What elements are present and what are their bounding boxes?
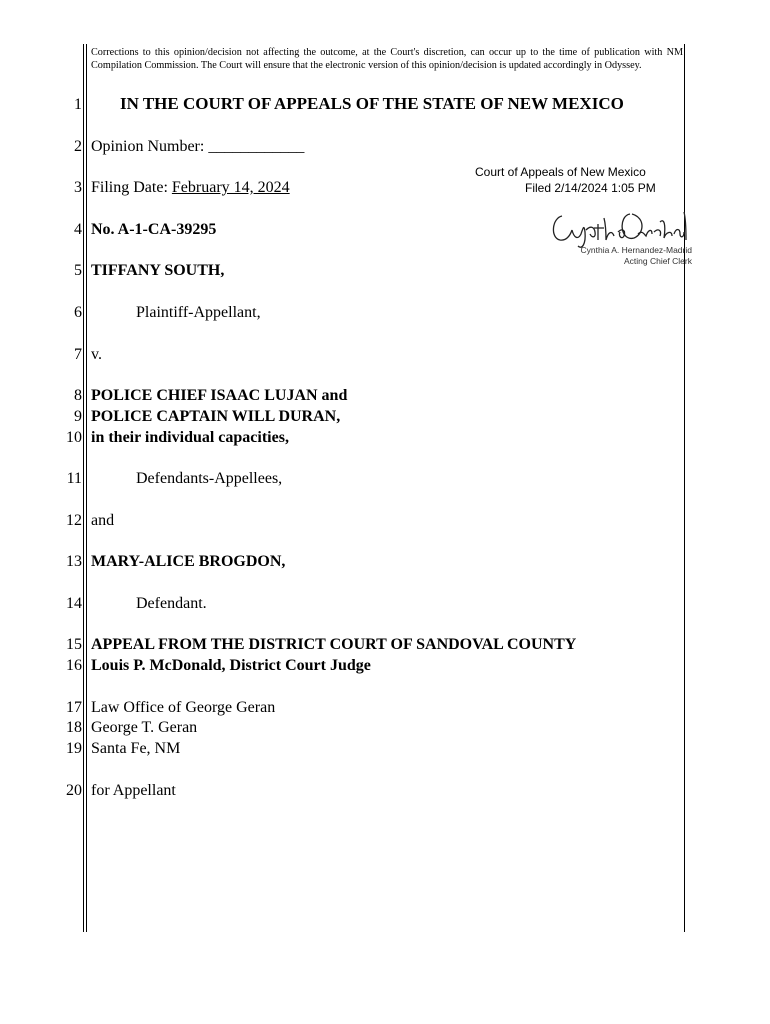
- line-number: 1: [74, 96, 82, 113]
- filing-stamp-date: Filed 2/14/2024 1:05 PM: [525, 181, 656, 195]
- counsel-line: George T. Geran: [91, 719, 198, 736]
- filing-date-line: [91, 178, 290, 198]
- opinion-number: Opinion Number: ____________: [91, 138, 305, 155]
- counsel-line: Law Office of George Geran: [91, 699, 276, 716]
- filing-date: February 14, 2024: [171, 179, 290, 196]
- defendant2-role: Defendant.: [136, 595, 207, 612]
- line-number: 6: [74, 304, 82, 321]
- defendant-line: POLICE CHIEF ISAAC LUJAN and: [91, 387, 348, 404]
- plaintiff-name: TIFFANY SOUTH,: [91, 262, 225, 279]
- defendant-line: in their individual capacities,: [91, 429, 289, 446]
- and-text: and: [91, 512, 115, 529]
- line-number: 12: [66, 512, 82, 529]
- line-number: 18: [66, 719, 82, 736]
- line-number: 13: [66, 553, 82, 570]
- defendants-role: Defendants-Appellees,: [136, 470, 283, 487]
- line-number: 11: [66, 470, 82, 487]
- defendant-line: POLICE CAPTAIN WILL DURAN,: [91, 408, 341, 425]
- judge: Louis P. McDonald, District Court Judge: [91, 657, 371, 674]
- left-margin-rule-1: [83, 44, 84, 932]
- corrections-notice: Corrections to this opinion/decision not affecting the outcome, at the Court's discretion, can occur up to the time of publication with NM Compilation Commission. The Court will ensure that the electronic version of this opinion/decision is updated accordingly in Odyssey.: [91, 47, 683, 71]
- line-number: 19: [66, 740, 82, 757]
- line-number: 2: [74, 138, 82, 155]
- line-number: 5: [74, 262, 82, 279]
- line-number: 16: [66, 657, 82, 674]
- plaintiff-role: Plaintiff-Appellant,: [136, 304, 261, 321]
- versus: v.: [91, 346, 102, 363]
- line-number: 14: [66, 595, 82, 612]
- clerk-name: Cynthia A. Hernandez-Madrid: [580, 245, 692, 255]
- line-number: 10: [66, 429, 82, 446]
- clerk-title: Acting Chief Clerk: [623, 256, 692, 266]
- line-number: 9: [74, 408, 82, 425]
- line-number: 4: [74, 221, 82, 238]
- case-number: No. A-1-CA-39295: [91, 221, 217, 238]
- defendant2-name: MARY-ALICE BROGDON,: [91, 553, 286, 570]
- line-number: 15: [66, 636, 82, 653]
- filing-date-label: Filing Date:: [91, 179, 172, 196]
- line-number: 20: [66, 782, 82, 799]
- for-appellant: for Appellant: [91, 782, 176, 799]
- right-margin-rule: [684, 44, 685, 932]
- filing-stamp-court: Court of Appeals of New Mexico: [475, 165, 646, 179]
- line-number: 8: [74, 387, 82, 404]
- counsel-line: Santa Fe, NM: [91, 740, 181, 757]
- left-margin-rule-2: [86, 44, 87, 932]
- appeal-from: APPEAL FROM THE DISTRICT COURT OF SANDOVAL COUNTY: [91, 636, 577, 653]
- line-number: 3: [74, 179, 82, 196]
- line-number: 7: [74, 346, 82, 363]
- court-title: IN THE COURT OF APPEALS OF THE STATE OF NEW MEXICO: [120, 94, 624, 113]
- line-number: 17: [66, 699, 82, 716]
